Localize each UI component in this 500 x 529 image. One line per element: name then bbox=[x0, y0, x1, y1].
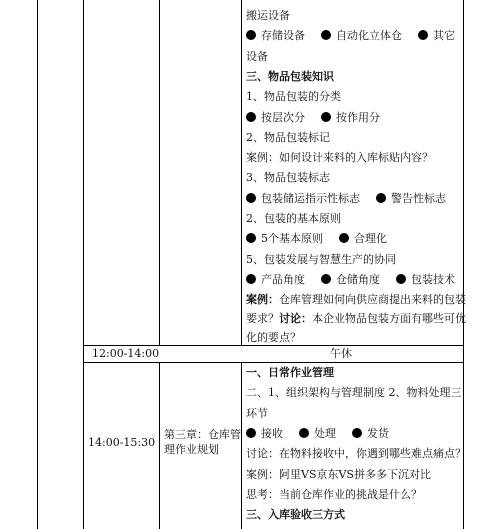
bullet-text: 按层次分 bbox=[261, 110, 305, 124]
col-divider-3 bbox=[241, 0, 242, 345]
bullet-line bbox=[246, 30, 455, 42]
lunch-label: 午休 bbox=[330, 347, 352, 360]
bullet-icon bbox=[246, 274, 256, 284]
bullet-icon bbox=[321, 112, 331, 122]
bullet-icon bbox=[321, 274, 331, 284]
bullet-text: 存储设备 bbox=[261, 29, 305, 43]
content-line: 5、包装发展与智慧生产的协同 bbox=[246, 252, 396, 266]
bullet-line bbox=[246, 428, 389, 440]
bullet-line bbox=[246, 193, 446, 205]
bullet-icon bbox=[246, 233, 256, 243]
content-line: 设备 bbox=[246, 49, 268, 63]
bullet-text: 合理化 bbox=[354, 232, 387, 246]
bullet-text: 按作用分 bbox=[336, 110, 380, 124]
bullet-text: 警告性标志 bbox=[391, 191, 446, 205]
bullet-text: 处理 bbox=[314, 426, 336, 440]
bullet-text: 仓储角度 bbox=[336, 272, 380, 286]
section-heading: 三、物品包装知识 bbox=[246, 69, 334, 83]
bullet-text: 接收 bbox=[261, 426, 283, 440]
bullet-text: 自动化立体仓 bbox=[336, 29, 402, 43]
bullet-line bbox=[246, 233, 387, 245]
col-divider-2b bbox=[159, 362, 160, 529]
bullet-icon bbox=[321, 30, 331, 40]
content-line: 1、物品包装的分类 bbox=[246, 90, 341, 104]
bullet-line bbox=[246, 112, 380, 124]
content-line: 思考：当前仓库作业的挑战是什么？ bbox=[246, 487, 422, 501]
bullet-text: 产品角度 bbox=[261, 272, 305, 286]
bullet-text: 发货 bbox=[367, 426, 389, 440]
bullet-icon bbox=[339, 233, 349, 243]
bullet-icon bbox=[246, 428, 256, 438]
case-paragraph-line1 bbox=[246, 294, 466, 306]
content-line: 讨论：在物料接收中，你遇到哪些难点痛点？ bbox=[246, 447, 466, 461]
content-line: 环节 bbox=[246, 406, 268, 420]
col-divider-2 bbox=[159, 0, 160, 345]
case-text: 仓库管理如何向供应商提出来料的包装 bbox=[279, 293, 466, 306]
content-line: 二、1、组织架构与管理制度 2、物料处理三 bbox=[246, 386, 462, 400]
bullet-icon bbox=[418, 30, 428, 40]
section-heading: 三、入库验收三方式 bbox=[246, 508, 345, 522]
case-paragraph-line3 bbox=[246, 332, 301, 344]
content-line: 3、物品包装标志 bbox=[246, 171, 330, 185]
discussion-text-continued: 化的要点？ bbox=[246, 331, 301, 344]
case-text-continued: 要求？ bbox=[246, 312, 279, 325]
discussion-text: 本企业物品包装方面有哪些可优 bbox=[312, 312, 466, 325]
chapter-title-line1: 第三章：仓库管 bbox=[164, 428, 241, 441]
lunch-time: 12:00-14:00 bbox=[92, 347, 160, 360]
bullet-text: 包装技术 bbox=[411, 272, 455, 286]
content-line: 搬运设备 bbox=[246, 9, 290, 22]
bullet-text: 其它 bbox=[433, 29, 455, 43]
content-line: 案例：阿里VS京东VS拼多多下沉对比 bbox=[246, 467, 431, 481]
bullet-icon bbox=[246, 193, 256, 203]
case-label: 案例： bbox=[246, 293, 279, 306]
table-border-left bbox=[37, 0, 38, 529]
discussion-label: 讨论： bbox=[279, 312, 312, 325]
bullet-icon bbox=[376, 193, 386, 203]
bullet-icon bbox=[246, 30, 256, 40]
col-divider-1 bbox=[83, 0, 84, 529]
section-heading: 一、日常作业管理 bbox=[246, 366, 334, 379]
row-divider-lunch-bottom bbox=[83, 362, 464, 363]
case-paragraph-line2 bbox=[246, 313, 466, 325]
content-line: 案例：如何设计来料的入库标贴内容？ bbox=[246, 151, 433, 165]
bullet-icon bbox=[396, 274, 406, 284]
content-line: 2、包装的基本原则 bbox=[246, 212, 341, 225]
bullet-icon bbox=[246, 112, 256, 122]
col-divider-3b bbox=[241, 362, 242, 529]
bullet-icon bbox=[352, 428, 362, 438]
bullet-line bbox=[246, 274, 455, 286]
bullet-text: 包装储运指示性标志 bbox=[261, 191, 360, 205]
bullet-text: 5个基本原则 bbox=[261, 232, 323, 246]
afternoon-time: 14:00-15:30 bbox=[88, 436, 156, 449]
content-line: 2、物品包装标记 bbox=[246, 130, 330, 144]
bullet-icon bbox=[299, 428, 309, 438]
row-divider-lunch-top bbox=[83, 345, 464, 346]
chapter-title-line2: 理作业规划 bbox=[164, 443, 219, 456]
